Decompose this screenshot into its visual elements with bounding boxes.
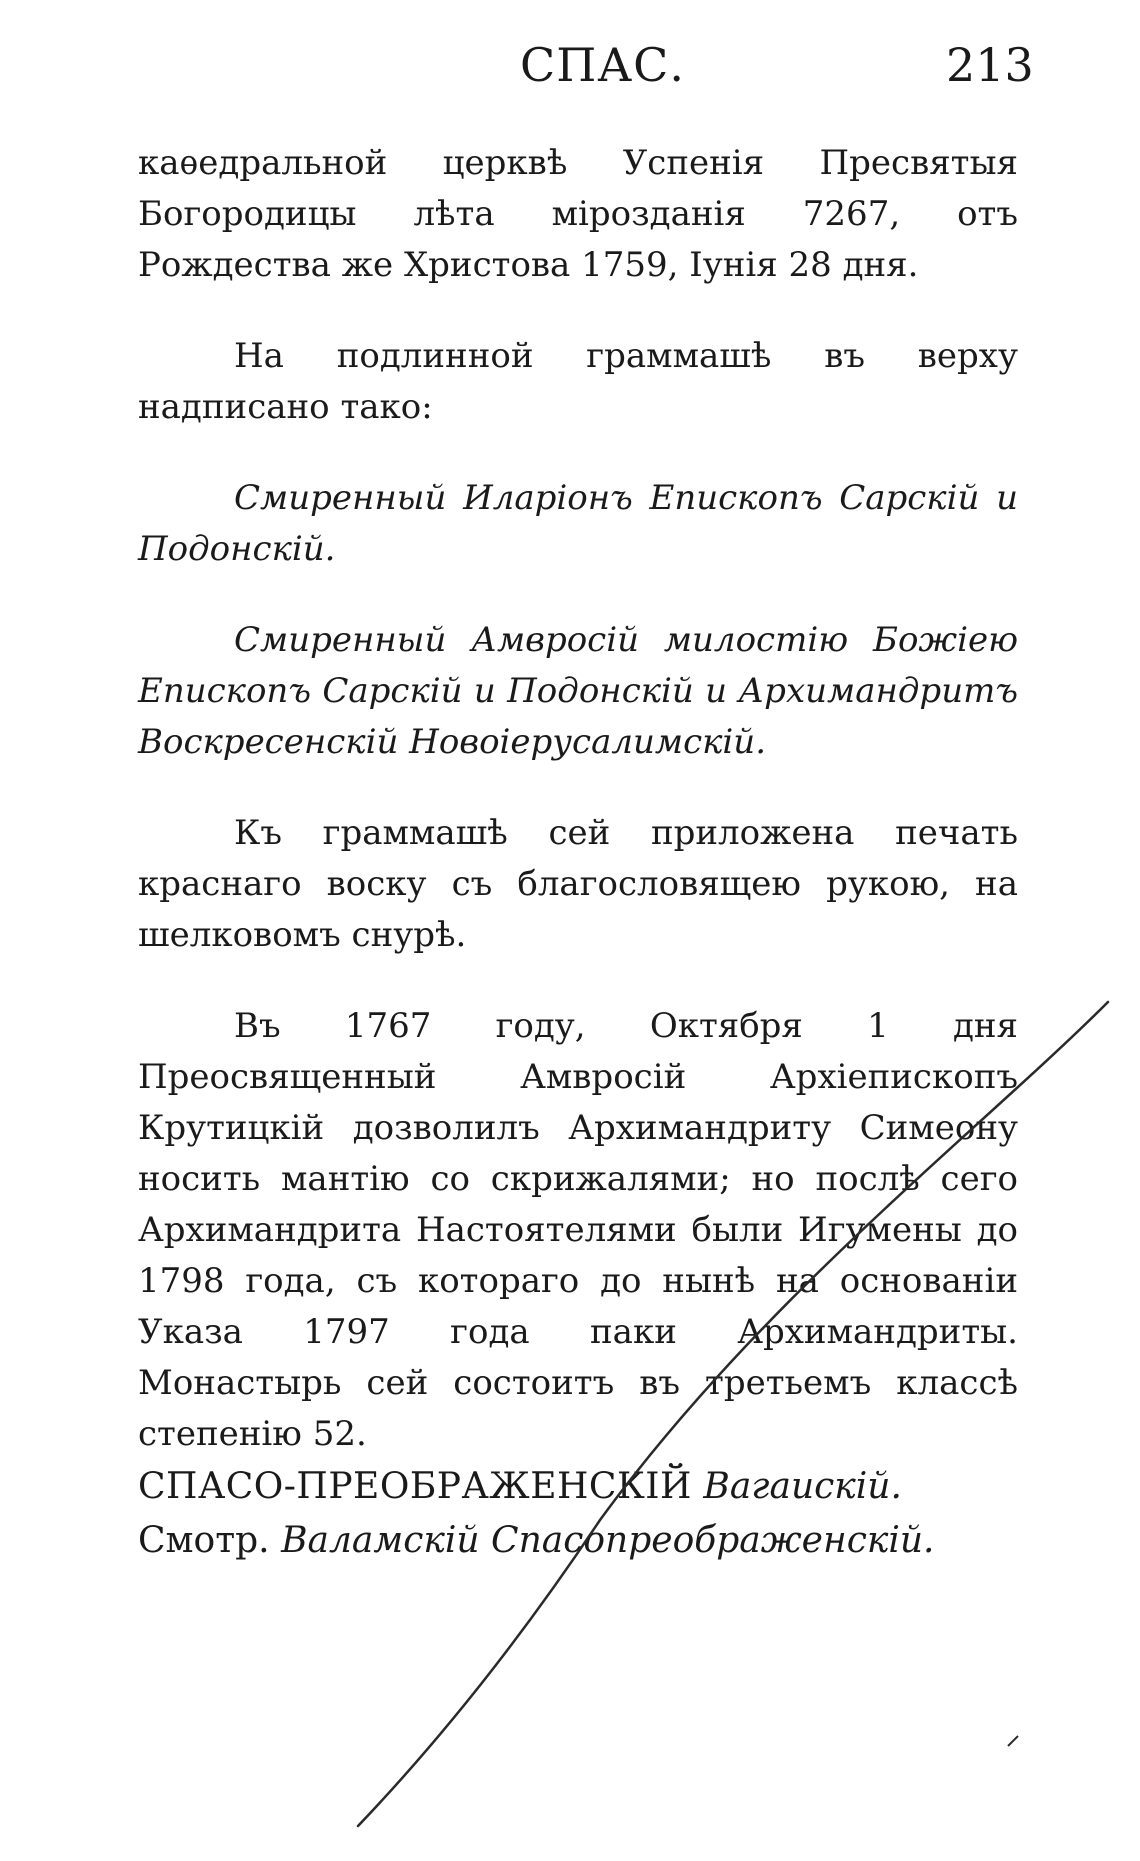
paragraph-charter-date: каѳедральной церквѣ Успенія Пресвятыя Богородицы лѣта мірозданія 7267, отъ Рождества же Христова 1759, Іунія 28 дня. [138,143,1018,285]
paragraph-signature-ambrose: Смиренный Амвросій милостію Божіею Епископъ Сарскій и Подонскій и Архимандритъ Воскресенскій Новоіерусалимскій. [138,620,1018,762]
paragraph-seal: Къ граммашѣ сей приложена печать краснаго воску съ благословящею рукою, на шелковомъ снурѣ. [138,813,1018,955]
paragraph-inscription-intro: На подлинной граммашѣ въ верху надписано тако: [138,336,1018,427]
page-number: 213 [946,38,1034,92]
entry-title: СПАСО-ПРЕОБРАЖЕНСКІЙ [138,1466,692,1507]
page-heading: СПАС. [520,38,685,92]
see-label: Смотр. [138,1520,270,1561]
see-reference: Валамскій Спасопреображенскій. [281,1520,935,1561]
paragraph-history: Въ 1767 году, Октября 1 дня Преосвященный Амвросій Архіепископъ Крутицкій дозволилъ Архимандриту Симеону носить мантію со скрижалями; но послѣ сего Архимандрита Настоятелями были Игумены до 1798 года, съ котораго до нынѣ на основаніи Указа 1797 года паки Архимандриты. Монастырь сей состоитъ въ третьемъ классѣ степенію 52. [138,1006,1018,1454]
entry-title-italic: Вагаискій. [703,1466,902,1507]
paragraph-signature-illarion: Смиренный Иларіонъ Епископъ Сарскій и Подонскій. [138,478,1018,569]
